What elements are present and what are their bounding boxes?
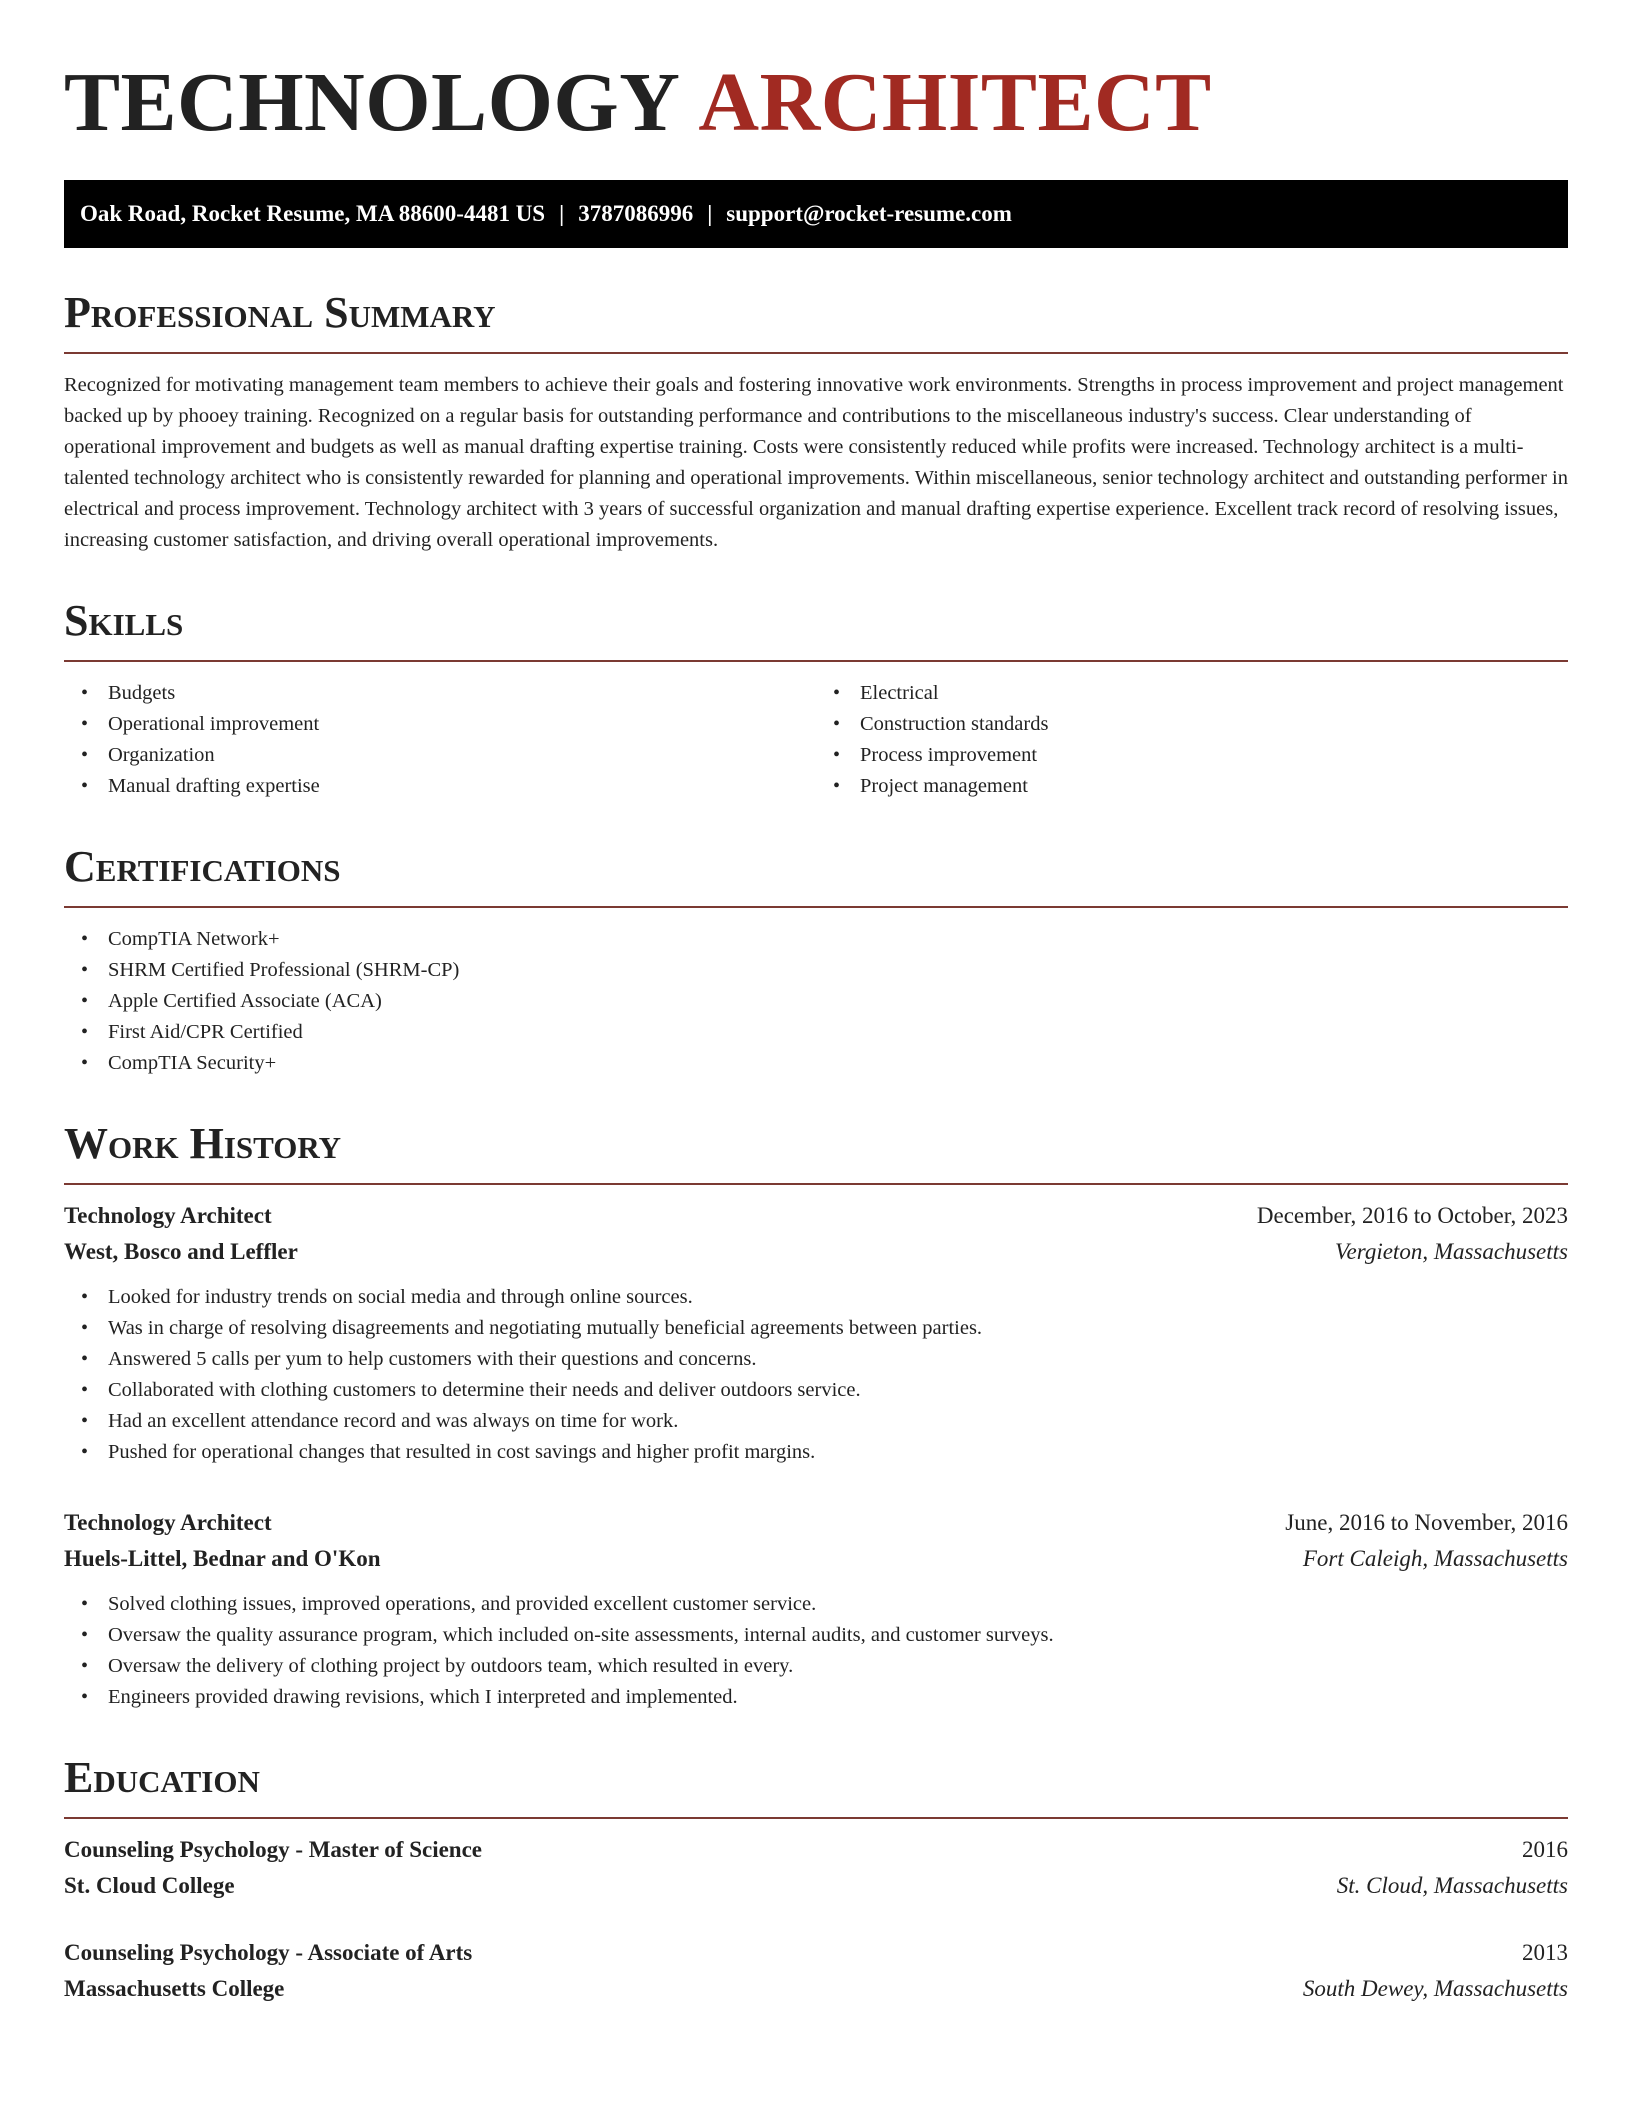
skills-list-left	[64, 678, 816, 802]
work-history-heading: Work History	[64, 1117, 1568, 1185]
job-location: Fort Caleigh, Massachusetts	[1302, 1546, 1568, 1571]
job-bullet: • Oversaw the quality assurance program, which included on-site assessments, internal audits, and customer surveys.	[108, 1620, 1568, 1651]
work-history-section	[64, 1117, 1568, 1713]
job-dates: June, 2016 to November, 2016	[1285, 1510, 1568, 1535]
skill-item: • Manual drafting expertise	[108, 771, 816, 802]
job-bullets	[64, 1282, 1568, 1468]
job-bullet: • Had an excellent attendance record and was always on time for work.	[108, 1406, 1568, 1437]
skills-section	[64, 594, 1568, 802]
job-bullet: • Oversaw the delivery of clothing project by outdoors team, which resulted in every.	[108, 1651, 1568, 1682]
contact-bar	[64, 180, 1568, 248]
education-degree: Counseling Psychology - Master of Science	[64, 1837, 483, 1862]
job-entry	[64, 1506, 1568, 1713]
contact-email: support@rocket-resume.com	[726, 201, 1012, 226]
education-entry	[64, 1936, 1568, 2005]
education-school: St. Cloud College	[64, 1873, 235, 1898]
page-title	[64, 0, 1568, 154]
job-bullet: • Was in charge of resolving disagreements and negotiating mutually beneficial agreements between parties.	[108, 1313, 1568, 1344]
contact-address: Oak Road, Rocket Resume, MA 88600-4481 US	[80, 201, 546, 226]
certification-item: • First Aid/CPR Certified	[108, 1017, 1568, 1048]
certification-item: • Apple Certified Associate (ACA)	[108, 986, 1568, 1017]
skill-item: • Organization	[108, 740, 816, 771]
contact-separator: |	[707, 201, 713, 226]
education-school: Massachusetts College	[64, 1976, 285, 2001]
education-section	[64, 1751, 1568, 2005]
education-location: South Dewey, Massachusetts	[1302, 1976, 1568, 2001]
certifications-list	[64, 924, 1568, 1079]
education-year: 2013	[1522, 1940, 1568, 1965]
job-bullet: • Pushed for operational changes that resulted in cost savings and higher profit margins.	[108, 1437, 1568, 1468]
job-bullet: • Collaborated with clothing customers to determine their needs and deliver outdoors service.	[108, 1375, 1568, 1406]
certifications-section	[64, 840, 1568, 1079]
skills-heading: Skills	[64, 594, 1568, 662]
certification-item: • CompTIA Security+	[108, 1048, 1568, 1079]
job-entry	[64, 1199, 1568, 1468]
job-bullet: • Answered 5 calls per yum to help customers with their questions and concerns.	[108, 1344, 1568, 1375]
title-first-word: TECHNOLOGY	[64, 56, 681, 149]
job-bullets	[64, 1589, 1568, 1713]
summary-heading: Professional Summary	[64, 286, 1568, 354]
skills-list-right	[816, 678, 1568, 802]
certification-item: • SHRM Certified Professional (SHRM-CP)	[108, 955, 1568, 986]
certifications-heading: Certifications	[64, 840, 1568, 908]
skill-item: • Operational improvement	[108, 709, 816, 740]
job-bullet: • Looked for industry trends on social media and through online sources.	[108, 1282, 1568, 1313]
skill-item: • Budgets	[108, 678, 816, 709]
education-location: St. Cloud, Massachusetts	[1336, 1873, 1568, 1898]
education-entry	[64, 1833, 1568, 1902]
job-bullet: • Solved clothing issues, improved operations, and provided excellent customer service.	[108, 1589, 1568, 1620]
job-location: Vergieton, Massachusetts	[1335, 1239, 1568, 1264]
skill-item: • Construction standards	[860, 709, 1568, 740]
contact-phone: 3787086996	[578, 201, 694, 226]
job-bullet: • Engineers provided drawing revisions, which I interpreted and implemented.	[108, 1682, 1568, 1713]
skill-item: • Electrical	[860, 678, 1568, 709]
education-year: 2016	[1522, 1837, 1568, 1862]
summary-text: Recognized for motivating management team members to achieve their goals and fostering innovative work environments. Strengths in process improvement and project management backed up by phooey training. Recognized on a regular basis for outstanding performance and contributions to the miscellaneous industry's success. Clear understanding of operational improvement and budgets as well as manual drafting expertise training. Costs were consistently reduced while profits were increased. Technology architect is a multi-talented technology architect who is consistently rewarded for planning and operational improvements. Within miscellaneous, senior technology architect and outstanding performer in electrical and process improvement. Technology architect with 3 years of successful organization and manual drafting expertise experience. Excellent track record of resolving issues, increasing customer satisfaction, and driving overall operational improvements.	[64, 374, 1568, 551]
certification-item: • CompTIA Network+	[108, 924, 1568, 955]
job-title: Technology Architect	[64, 1510, 272, 1535]
education-degree: Counseling Psychology - Associate of Arts	[64, 1940, 473, 1965]
education-heading: Education	[64, 1751, 1568, 1819]
job-dates: December, 2016 to October, 2023	[1256, 1203, 1568, 1228]
skill-item: • Project management	[860, 771, 1568, 802]
title-second-word: ARCHITECT	[698, 56, 1212, 149]
contact-separator: |	[559, 201, 565, 226]
job-company: Huels-Littel, Bednar and O'Kon	[64, 1546, 381, 1571]
job-company: West, Bosco and Leffler	[64, 1239, 298, 1264]
skills-grid	[64, 662, 1568, 802]
job-title: Technology Architect	[64, 1203, 272, 1228]
skill-item: • Process improvement	[860, 740, 1568, 771]
summary-section	[64, 286, 1568, 556]
